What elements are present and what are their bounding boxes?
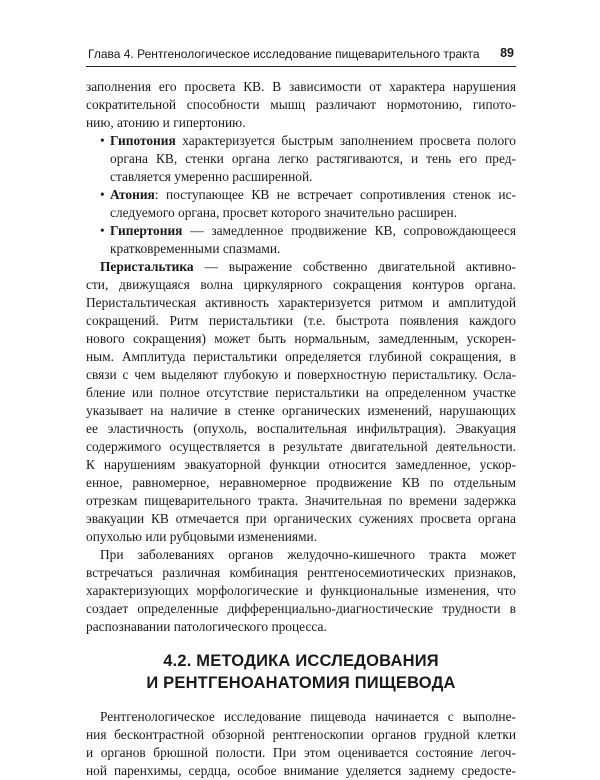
text-line: содержимого осуществляется в результате двигательной деятельности. xyxy=(86,439,516,454)
term-hypotonia: Гипотония xyxy=(110,133,176,148)
paragraph-peristalsis xyxy=(86,258,516,546)
text-line: сти, движущаяся волна циркулярного сокращения контуров органа. xyxy=(86,277,516,292)
text-line: следуемого органа, просвет которого значительно расширен. xyxy=(110,205,457,220)
bullet-icon: • xyxy=(100,187,105,202)
text-line: и органов брюшной полости. При этом оценивается состояние легоч- xyxy=(86,745,516,760)
section-heading-line: 4.2. МЕТОДИКА ИССЛЕДОВАНИЯ xyxy=(163,652,439,670)
paragraph-tonus-intro xyxy=(86,78,516,132)
text-line: связи с чем выделяют глубокую и поверхностную перистальтику. Осла- xyxy=(86,367,516,382)
text-line: опухолью или рубцовыми изменениями. xyxy=(86,529,318,544)
list-item-hypertonia xyxy=(100,222,516,258)
text-line: кратковременными спазмами. xyxy=(110,241,281,256)
text-line: распознавании патологического процесса. xyxy=(86,619,327,634)
text-line: — замедленное продвижение КВ, сопровождающееся xyxy=(190,223,516,238)
text-line: ным. Амплитуда перистальтики определяется глубиной сокращения, в xyxy=(86,349,516,364)
section-heading-line: И РЕНТГЕНОАНАТОМИЯ ПИЩЕВОДА xyxy=(146,674,456,692)
text-line: характеризующих морфологические и функциональные изменения, что xyxy=(86,583,516,598)
page-body xyxy=(86,78,516,780)
bullet-icon: • xyxy=(100,223,105,238)
list-item-hypotonia xyxy=(100,132,516,186)
text-line: сократительной способности мышц различают нормотонию, гипото- xyxy=(86,97,516,112)
paragraph-esophagus xyxy=(86,708,516,780)
text-line: енное, равномерное, неравномерное продвижение КВ по отдельным xyxy=(86,475,516,490)
text-line: заполнения его просвета КВ. В зависимости от характера нарушения xyxy=(86,79,516,94)
text-line: создает определенные дифференциально-диагностические трудности в xyxy=(86,601,516,616)
text-line: встречаться различная комбинация рентгеносемиотических признаков, xyxy=(86,565,516,580)
text-line: нию, атонию и гипертонию. xyxy=(86,115,246,130)
term-peristalsis: Перистальтика xyxy=(100,259,194,274)
text-line: ной паренхимы, сердца, особое внимание уделяется заднему средосте- xyxy=(86,763,516,778)
text-line: бление или полное отсутствие перистальтики на определенном участке xyxy=(86,385,516,400)
text-line: ее эластичность (опухоль, воспалительная инфильтрация). Эвакуация xyxy=(86,421,516,436)
text-line: — выражение собственно двигательной активно- xyxy=(204,259,516,274)
text-line: Перистальтическая активность характеризуется ритмом и амплитудой xyxy=(86,295,516,310)
text-line: эвакуации КВ отмечается при органических сужениях просвета органа xyxy=(86,511,516,526)
text-line: указывает на наличие в стенке органических изменений, нарушающих xyxy=(86,403,516,418)
text-line: ния бесконтрастной обзорной рентгеноскопии органов грудной клетки xyxy=(86,727,516,742)
chapter-title: Глава 4. Рентгенологическое исследование пищеварительного тракта xyxy=(88,47,480,61)
text-line: ставляется умеренно расширенной. xyxy=(110,169,313,184)
text-line: отрезкам пищеварительного тракта. Значительная по времени задержка xyxy=(86,493,516,508)
text-line: Рентгенологическое исследование пищевода начинается с выполне- xyxy=(100,709,516,724)
text-line: сокращений. Ритм перистальтики (т.е. быстрота появления каждого xyxy=(86,313,516,328)
text-line: : поступающее КВ не встречает сопротивления стенок ис- xyxy=(154,187,516,202)
text-line: При заболеваниях органов желудочно-кишечного тракта может xyxy=(100,547,516,562)
list-item-atonia xyxy=(100,186,516,222)
text-line: нового сокращения) может быть нормальным, замедленным, ускорен- xyxy=(86,331,516,346)
paragraph-diseases xyxy=(86,546,516,636)
text-line: характеризуется быстрым заполнением просвета полого xyxy=(182,133,516,148)
section-heading xyxy=(86,650,516,694)
term-hypertonia: Гипертония xyxy=(110,223,183,238)
running-header xyxy=(86,44,516,67)
bullet-icon: • xyxy=(100,133,105,148)
text-line: К нарушениям эвакуаторной функции относится замедленное, ускор- xyxy=(86,457,516,472)
term-atonia: Атония xyxy=(110,187,155,202)
text-line: органа КВ, стенки органа легко растягиваются, и тень его пред- xyxy=(110,151,516,166)
page-number: 89 xyxy=(500,46,514,60)
